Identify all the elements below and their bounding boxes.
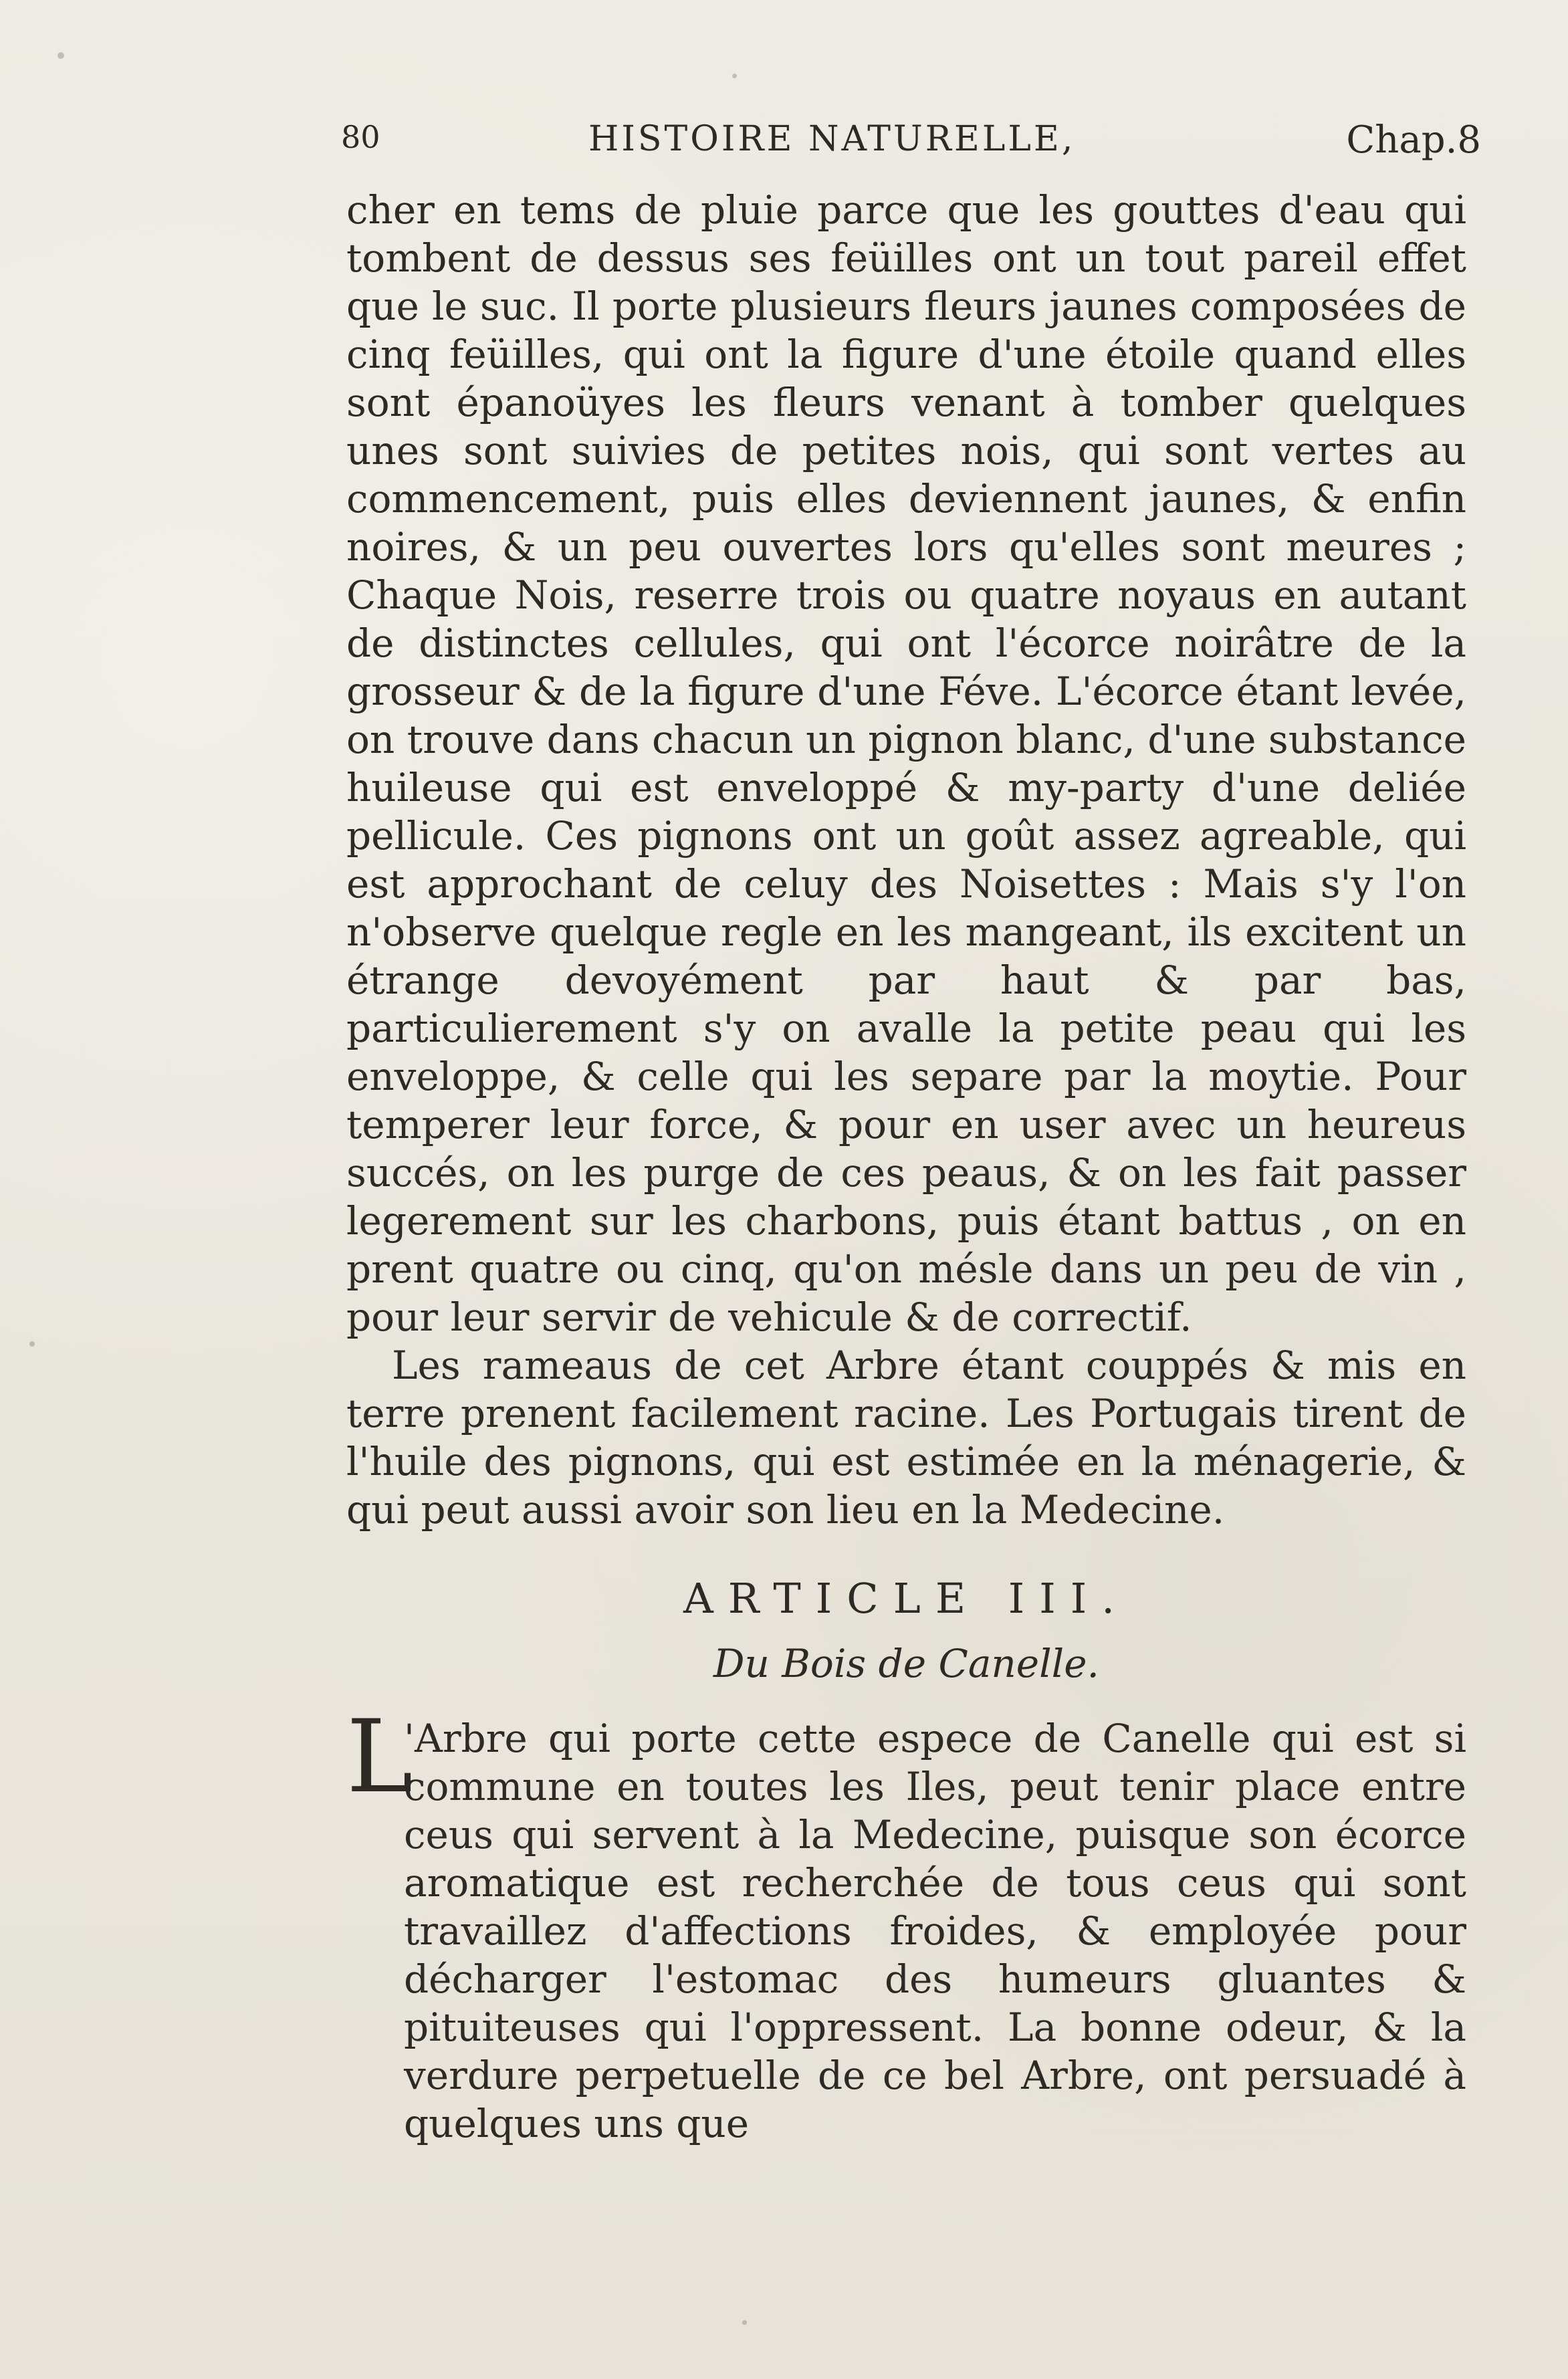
paragraph-with-drop-cap [346, 1699, 1466, 2148]
paper-spot [58, 52, 64, 59]
paper-spot [29, 1341, 35, 1347]
main-text [346, 186, 1466, 2192]
article-subtitle: Du Bois de Canelle. [713, 1641, 1099, 1686]
chapter-label: Chap.8 [1346, 118, 1481, 162]
paper-spot [742, 2320, 747, 2325]
article-heading: ARTICLE III. [683, 1574, 1129, 1623]
paragraph: Les rameaus de cet Arbre étant couppés & mis en terre prenent facilement racine. Les Portugais tirent de l'huile des pignons, qui est estimée en la ménagerie, & qui peut aussi avoir son lieu en la Medecine. [346, 1343, 1466, 1533]
paragraph: cher en tems de pluie parce que les gouttes d'eau qui tombent de dessus ses feüilles ont un tout pareil effet que le suc. Il porte plusieurs fleurs jaunes composées de cinq feüilles, qui ont la figure d'une étoile quand elles sont épanoüyes les fleurs venant à tomber quelques unes sont suivies de petites nois, qui sont vertes au commencement, puis elles deviennent jaunes, & enfin noires, & un peu ouvertes lors qu'elles sont meures ; Chaque Nois, reserre trois ou quatre noyaus en autant de distinctes cellules, qui ont l'écorce noirâtre de la grosseur & de la figure d'une Féve. L'écorce étant levée, on trouve dans chacun un pignon blanc, d'une substance huileuse qui est enveloppé & my-party d'une deliée pellicule. Ces pignons ont un goût assez agreable, qui est approchant de celuy des Noisettes : Mais s'y l'on n'observe quelque regle en les mangeant, ils excitent un étrange devoyément par haut & par bas, particulierement s'y on avalle la petite peau qui les enveloppe, & celle qui les separe par la moytie. Pour temperer leur force, & pour en user avec un heureus succés, on les purge de ces peaus, & on les fait passer legerement sur les charbons, puis étant battus , on en prent quatre ou cinq, qu'on mésle dans un peu de vin , pour leur servir de vehicule & de correctif. [346, 187, 1466, 1340]
paragraph-text: 'Arbre qui porte cette espece de Canelle qui est si commune en toutes les Iles, peut tenir place entre ceus qui servent à la Medecine, puisque son écorce aromatique est recherchée de tous ceus qui sont travaillez d'affections froides, & employée pour décharger l'estomac des humeurs gluantes & pituiteuses qui l'oppressent. La bonne odeur, & la verdure perpetuelle de ce bel Arbre, ont persuadé à quelques uns que [404, 1716, 1466, 2146]
drop-cap: L [346, 1699, 413, 1815]
paper-spot [732, 74, 737, 78]
page-number: 80 [341, 119, 380, 155]
running-head [341, 118, 1481, 175]
running-title: HISTOIRE NATURELLE, [588, 119, 1076, 159]
